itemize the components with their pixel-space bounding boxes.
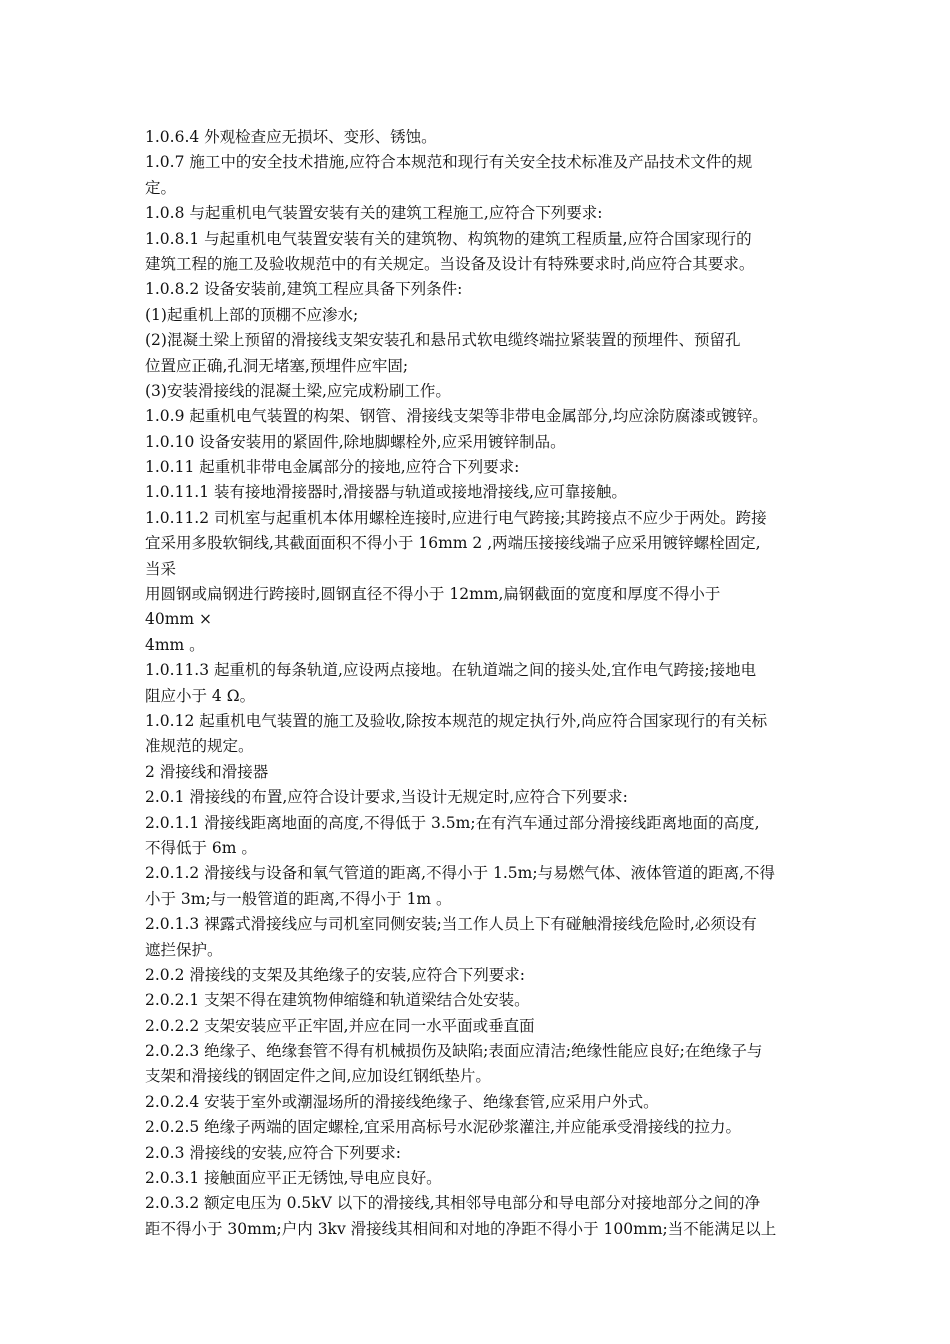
- text-line: 2.0.1.3 裸露式滑接线应与司机室同侧安装;当工作人员上下有碰触滑接线危险时,必须设有: [145, 915, 757, 934]
- text-line: 用圆钢或扁钢进行跨接时,圆钢直径不得小于 12mm,扁钢截面的宽度和厚度不得小于: [145, 585, 721, 604]
- text-line: 2 滑接线和滑接器: [145, 762, 269, 781]
- text-line: (2)混凝土梁上预留的滑接线支架安装孔和悬吊式软电缆终端拉紧装置的预埋件、预留孔: [145, 331, 741, 350]
- text-line: 1.0.8.1 与起重机电气装置安装有关的建筑物、构筑物的建筑工程质量,应符合国家现行的: [145, 229, 752, 248]
- text-line: 1.0.11.1 装有接地滑接器时,滑接器与轨道或接地滑接线,应可靠接触。: [145, 483, 627, 502]
- document-body: [145, 125, 810, 1242]
- text-line: 宜采用多股软铜线,其截面面积不得小于 16mm 2 ,两端压接接线端子应采用镀锌螺栓固定,: [145, 534, 761, 553]
- text-line: 2.0.3.2 额定电压为 0.5kV 以下的滑接线,其相邻导电部分和导电部分对接地部分之间的净: [145, 1194, 761, 1213]
- text-line: 2.0.2.2 支架安装应平正牢固,并应在同一水平面或垂直面: [145, 1016, 535, 1035]
- text-line: 支架和滑接线的钢固定件之间,应加设红钢纸垫片。: [145, 1067, 491, 1086]
- text-line: 1.0.11.2 司机室与起重机本体用螺栓连接时,应进行电气跨接;其跨接点不应少于两处。跨接: [145, 508, 767, 527]
- text-line: 40mm ×: [145, 610, 213, 629]
- text-line: 1.0.8 与起重机电气装置安装有关的建筑工程施工,应符合下列要求:: [145, 204, 603, 223]
- text-line: 当采: [145, 559, 177, 578]
- text-line: 2.0.2.1 支架不得在建筑物伸缩缝和轨道梁结合处安装。: [145, 991, 530, 1010]
- text-line: 2.0.2.4 安装于室外或潮湿场所的滑接线绝缘子、绝缘套管,应采用户外式。: [145, 1092, 659, 1111]
- text-line: 2.0.1 滑接线的布置,应符合设计要求,当设计无规定时,应符合下列要求:: [145, 788, 628, 807]
- text-line: 1.0.11.3 起重机的每条轨道,应设两点接地。在轨道端之间的接头处,宜作电气跨接;接地电: [145, 661, 757, 680]
- text-line: 1.0.6.4 外观检查应无损坏、变形、锈蚀。: [145, 128, 437, 146]
- text-line: 1.0.8.2 设备安装前,建筑工程应具备下列条件:: [145, 280, 463, 299]
- text-line: 2.0.1.1 滑接线距离地面的高度,不得低于 3.5m;在有汽车通过部分滑接线距离地面的高度,: [145, 813, 760, 832]
- text-line: 2.0.2.3 绝缘子、绝缘套管不得有机械损伤及缺陷;表面应清洁;绝缘性能应良好;在绝缘子与: [145, 1042, 763, 1061]
- text-line: 2.0.2.5 绝缘子两端的固定螺栓,宜采用高标号水泥砂浆灌注,并应能承受滑接线的拉力。: [145, 1118, 742, 1137]
- text-line: 小于 3m;与一般管道的距离,不得小于 1m 。: [145, 889, 452, 908]
- text-line: 2.0.3 滑接线的安装,应符合下列要求:: [145, 1143, 402, 1162]
- text-line: (1)起重机上部的顶棚不应渗水;: [145, 305, 359, 324]
- text-line: 遮拦保护。: [145, 940, 223, 959]
- text-line: 距不得小于 30mm;户内 3kv 滑接线其相间和对地的净距不得小于 100mm;当不能满足以上: [145, 1219, 777, 1238]
- text-line: 1.0.10 设备安装用的紧固件,除地脚螺栓外,应采用镀锌制品。: [145, 432, 566, 451]
- text-line: 4mm 。: [145, 635, 205, 654]
- text-line: 2.0.3.1 接触面应平正无锈蚀,导电应良好。: [145, 1169, 442, 1188]
- text-line: 1.0.12 起重机电气装置的施工及验收,除按本规范的规定执行外,尚应符合国家现行的有关标: [145, 711, 768, 730]
- text-line: 定。: [145, 178, 177, 197]
- text-line: 阻应小于 4 Ω。: [145, 686, 256, 705]
- text-line: 位置应正确,孔洞无堵塞,预埋件应牢固;: [145, 356, 409, 375]
- text-line: 1.0.11 起重机非带电金属部分的接地,应符合下列要求:: [145, 458, 520, 477]
- text-line: 建筑工程的施工及验收规范中的有关规定。当设备及设计有特殊要求时,尚应符合其要求。: [145, 254, 755, 273]
- text-line: 1.0.9 起重机电气装置的构架、钢管、滑接线支架等非带电金属部分,均应涂防腐漆或镀锌。: [145, 407, 768, 426]
- text-line: (3)安装滑接线的混凝土梁,应完成粉刷工作。: [145, 381, 451, 400]
- text-line: 准规范的规定。: [145, 737, 254, 756]
- text-line: 1.0.7 施工中的安全技术措施,应符合本规范和现行有关安全技术标准及产品技术文件的规: [145, 153, 753, 172]
- text-line: 不得低于 6m 。: [145, 838, 257, 857]
- text-line: 2.0.1.2 滑接线与设备和氧气管道的距离,不得小于 1.5m;与易燃气体、液体管道的距离,不得: [145, 864, 776, 883]
- text-line: 2.0.2 滑接线的支架及其绝缘子的安装,应符合下列要求:: [145, 965, 526, 984]
